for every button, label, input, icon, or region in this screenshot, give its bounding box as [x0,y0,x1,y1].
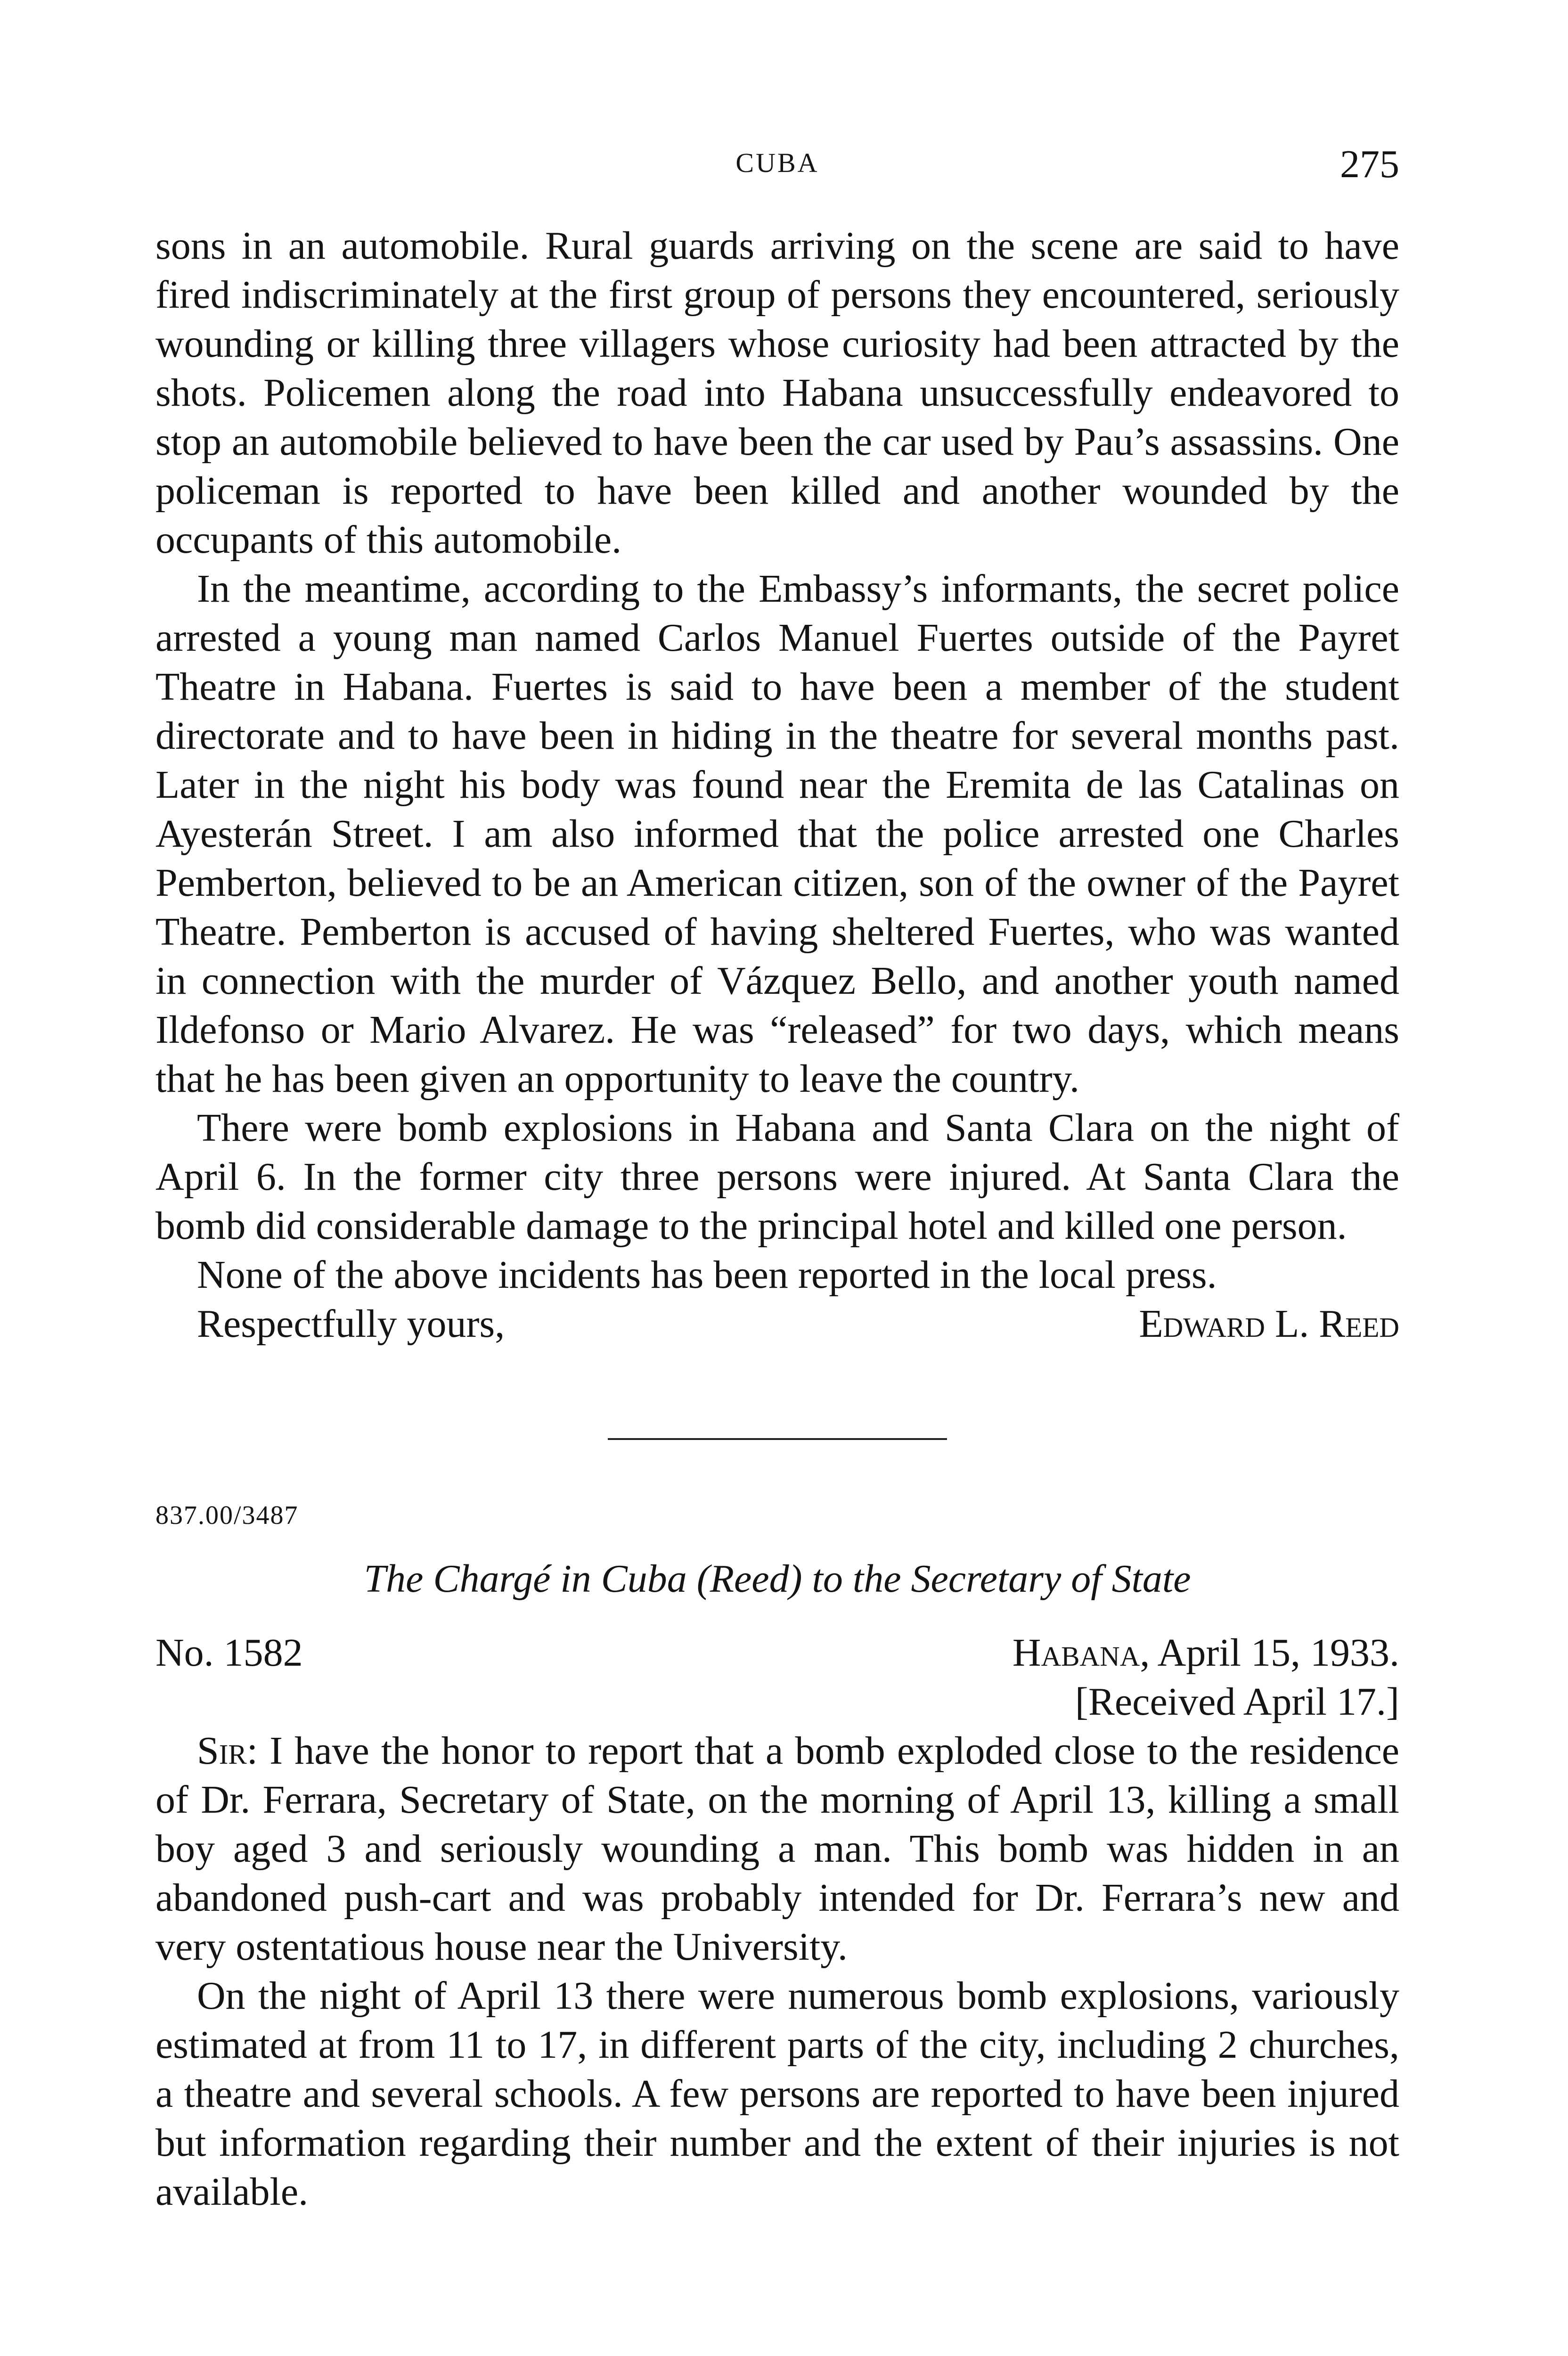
paragraph-continued: sons in an automobile. Rural guards arriving on the scene are said to have fired indiscriminately at the first group of persons they encountered, seriously wounding or killing three villagers whose curiosity had been attracted by the shots. Policemen along the road into Habana unsuccessfully endeavored to stop an automobile believed to have been the car used by Pau’s assassins. One policeman is reported to have been killed and another wounded by the occupants of this automobile. [155,224,1399,562]
page-number: 275 [1340,142,1399,186]
closing-text: Respectfully yours, [197,1302,505,1346]
paragraph-ferrara-bomb-text: : I have the honor to report that a bomb exploded close to the residence of Dr. Ferrara, Secretary of State, on the morning of April 13, killing a small boy aged 3 and seriously wounding a man. This bomb was hidden in an abandoned push-cart and was probably intended for Dr. Ferrara’s new and very ostentatious house near the University. [155,1729,1399,1969]
received-note: [Received April 17.] [1075,1680,1399,1724]
salutation: Sir [197,1729,247,1773]
body-text [155,221,1399,2217]
paragraph-bombs-april-6: There were bomb explosions in Habana and Santa Clara on the night of April 6. In the former city three persons were injured. At Santa Clara the bomb did considerable damage to the principal hotel and killed one person. [155,1106,1399,1248]
paragraph-bombs-april-13: On the night of April 13 there were numerous bomb explosions, variously estimated at from 11 to 17, in different parts of the city, including 2 churches, a theatre and several schools. A few persons are reported to have been injured but information regarding their number and the extent of their injuries is not available. [155,1974,1399,2214]
running-title: CUBA [735,147,819,178]
place-date [1013,1628,1399,1677]
document-title: The Chargé in Cuba (Reed) to the Secretary of State [364,1557,1191,1601]
date: , April 15, 1933. [1140,1631,1399,1675]
running-head [155,141,1399,193]
signature: Edward L. Reed [1139,1302,1399,1346]
section-divider [608,1438,947,1440]
dispatch-header [155,1628,1399,1677]
file-number: 837.00/3487 [155,1501,299,1530]
dispatch-number: No. 1582 [155,1631,303,1675]
place: Habana [1012,1631,1140,1675]
paragraph-press: None of the above incidents has been reported in the local press. [197,1253,1217,1297]
signoff [155,1300,1399,1349]
paragraph-ferrara-bomb [155,1726,1399,1972]
paragraph-arrests: In the meantime, according to the Embassy’s informants, the secret police arrested a young man named Carlos Manuel Fuertes outside of the Payret Theatre in Habana. Fuertes is said to have been a member of the student directorate and to have been in hiding in the theatre for several months past. Later in the night his body was found near the Eremita de las Catalinas on Ayesterán Street. I am also informed that the police arrested one Charles Pemberton, believed to be an American citizen, son of the owner of the Payret Theatre. Pemberton is accused of having sheltered Fuertes, who was wanted in connection with the murder of Vázquez Bello, and another youth named Ildefonso or Mario Alvarez. He was “released” for two days, which means that he has been given an opportunity to leave the country. [155,567,1399,1101]
